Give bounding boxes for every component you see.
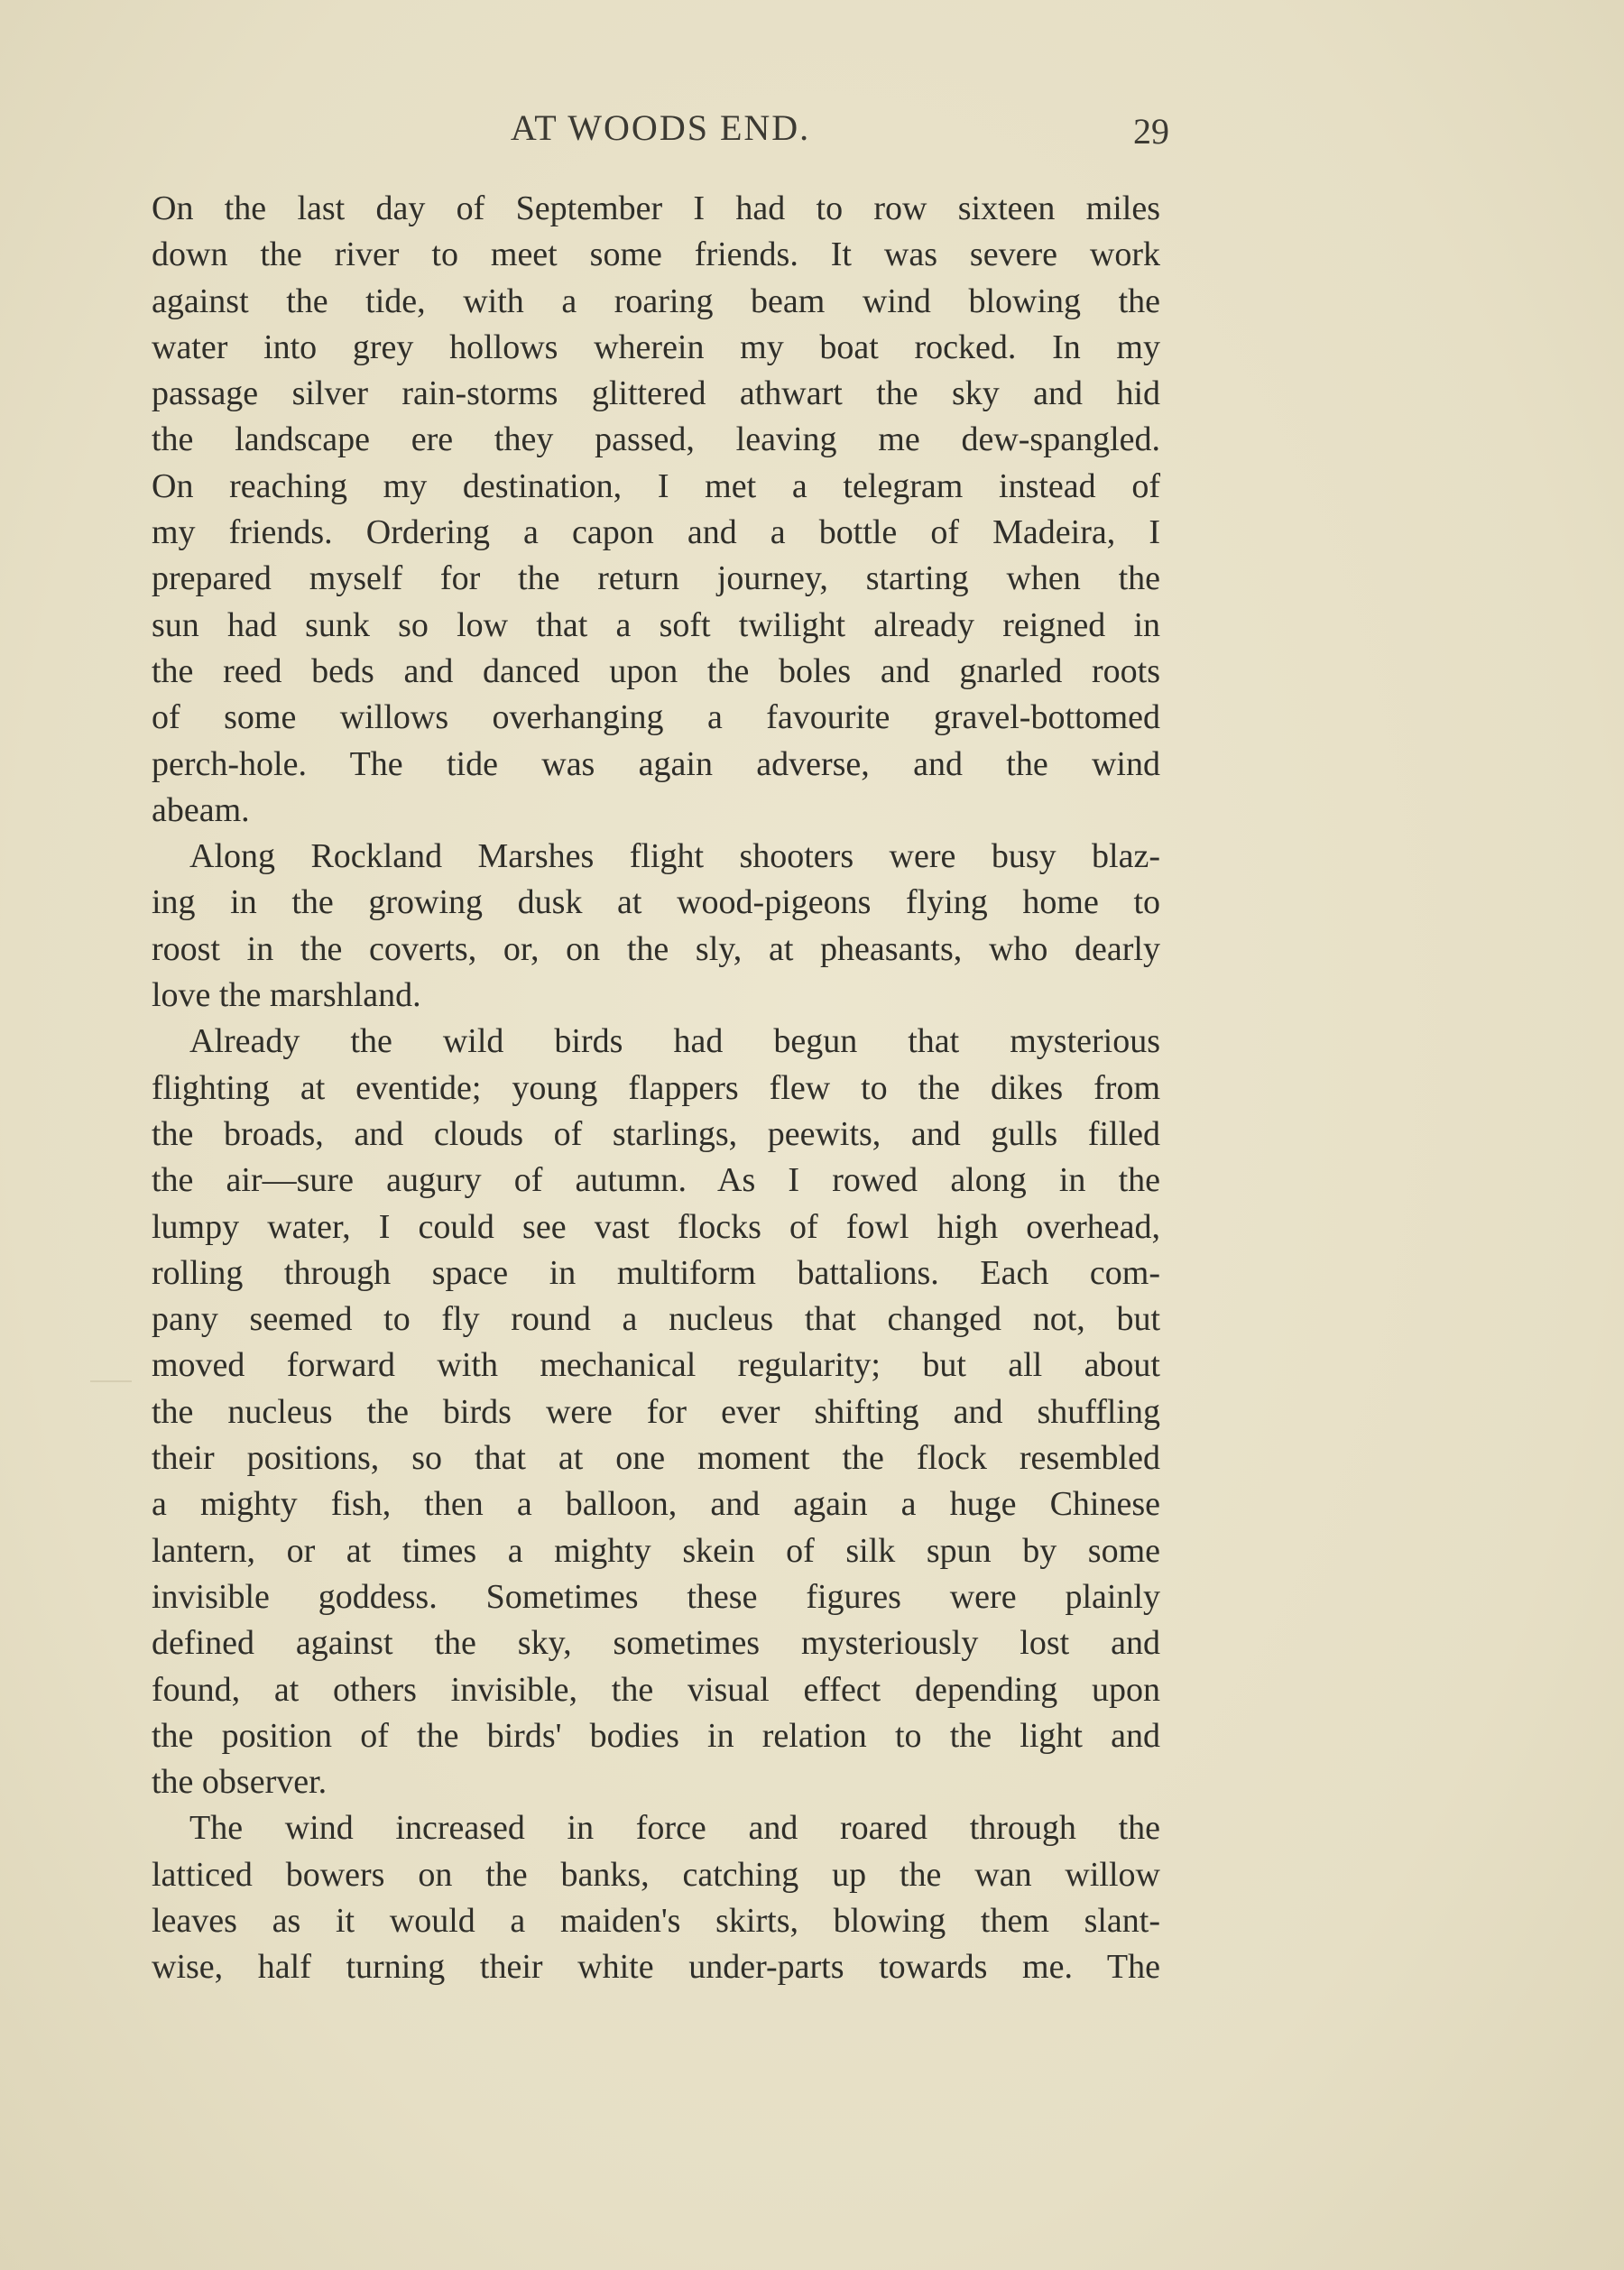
paragraph-3-line: flighting at eventide; young flappers flew to the dikes from: [152, 1068, 1160, 1107]
paragraph-1-line: against the tide, with a roaring beam wind blowing the: [152, 281, 1160, 320]
paragraph-1-line: my friends. Ordering a capon and a bottle of Madeira, I: [152, 513, 1160, 552]
page-header: [152, 106, 1169, 161]
running-head: AT WOODS END.: [510, 107, 811, 148]
paragraph-2-line: ing in the growing dusk at wood-pigeons flying home to: [152, 883, 1160, 922]
paragraph-3-line: the observer.: [152, 1763, 328, 1802]
paragraph-1-line: of some willows overhanging a favourite gravel-bottomed: [152, 698, 1160, 737]
paragraph-1-line: sun had sunk so low that a soft twilight already reigned in: [152, 605, 1160, 644]
paragraph-1-line: On the last day of September I had to row sixteen miles: [152, 189, 1160, 227]
paragraph-3-line: found, at others invisible, the visual effect depending upon: [152, 1670, 1160, 1709]
paragraph-3-line: lumpy water, I could see vast flocks of fowl high overhead,: [152, 1207, 1160, 1246]
paragraph-4-line: leaves as it would a maiden's skirts, blowing them slant-: [152, 1901, 1160, 1940]
paragraph-2-line: Along Rockland Marshes flight shooters were busy blaz-: [189, 837, 1160, 876]
paragraph-1-line: perch-hole. The tide was again adverse, and the wind: [152, 744, 1160, 783]
paragraph-1-line: On reaching my destination, I met a telegram instead of: [152, 466, 1160, 505]
paragraph-1-line: passage silver rain-storms glittered athwart the sky and hid: [152, 374, 1160, 413]
paragraph-2-line: roost in the coverts, or, on the sly, at pheasants, who dearly: [152, 929, 1160, 968]
paragraph-4-line: latticed bowers on the banks, catching up the wan willow: [152, 1855, 1160, 1894]
paragraph-1-line: water into grey hollows wherein my boat rocked. In my: [152, 328, 1160, 366]
paragraph-4-line: The wind increased in force and roared through the: [189, 1809, 1160, 1848]
page-number: 29: [1133, 111, 1169, 152]
paragraph-4-line: wise, half turning their white under-parts towards me. The: [152, 1948, 1160, 1987]
body-text: [152, 186, 1160, 1991]
paragraph-3-line: the position of the birds' bodies in relation to the light and: [152, 1716, 1160, 1755]
paragraph-3-line: Already the wild birds had begun that mysterious: [189, 1022, 1160, 1061]
paragraph-3-line: their positions, so that at one moment the flock resembled: [152, 1439, 1160, 1478]
paragraph-3-line: moved forward with mechanical regularity; but all about: [152, 1346, 1160, 1385]
paragraph-3-line: pany seemed to fly round a nucleus that changed not, but: [152, 1300, 1160, 1339]
paragraph-3-line: lantern, or at times a mighty skein of silk spun by some: [152, 1531, 1160, 1570]
paragraph-3-line: defined against the sky, sometimes mysteriously lost and: [152, 1624, 1160, 1663]
paragraph-3-line: a mighty fish, then a balloon, and again a huge Chinese: [152, 1485, 1160, 1524]
paragraph-1-line: down the river to meet some friends. It was severe work: [152, 235, 1160, 274]
paragraph-3-line: the air—sure augury of autumn. As I rowed along in the: [152, 1161, 1160, 1200]
paragraph-3-line: the nucleus the birds were for ever shifting and shuffling: [152, 1392, 1160, 1431]
paragraph-3-line: rolling through space in multiform battalions. Each com-: [152, 1253, 1160, 1292]
paragraph-3-line: invisible goddess. Sometimes these figures were plainly: [152, 1577, 1160, 1616]
paragraph-1-line: the landscape ere they passed, leaving me dew-spangled.: [152, 420, 1160, 459]
paragraph-1-line: prepared myself for the return journey, starting when the: [152, 559, 1160, 598]
paragraph-1-line: abeam.: [152, 790, 250, 829]
paragraph-2-line: love the marshland.: [152, 976, 421, 1015]
margin-mark: [90, 1380, 132, 1382]
paragraph-3-line: the broads, and clouds of starlings, peewits, and gulls filled: [152, 1114, 1160, 1153]
paragraph-1-line: the reed beds and danced upon the boles and gnarled roots: [152, 651, 1160, 690]
